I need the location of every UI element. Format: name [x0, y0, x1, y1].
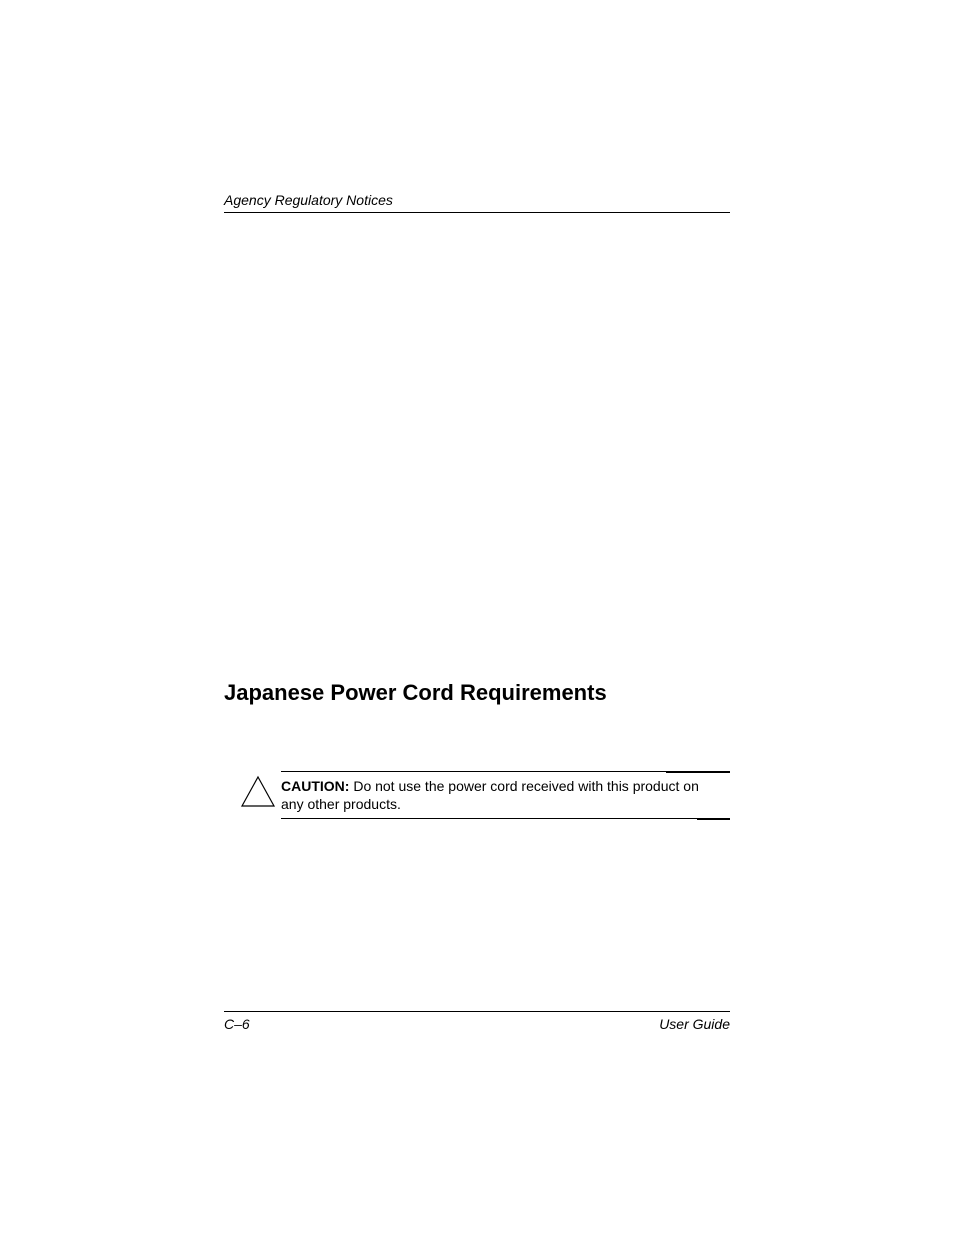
running-footer: [224, 1011, 730, 1034]
caution-label: CAUTION:: [281, 778, 350, 794]
caution-top-rule: [281, 771, 730, 772]
running-header: [224, 191, 730, 213]
page-number: C–6: [224, 1016, 250, 1032]
caution-body: Do not use the power cord received with this product on any other products.: [281, 778, 699, 812]
section-title: Japanese Power Cord Requirements: [224, 680, 607, 705]
caution-bottom-rule-accent: [697, 818, 730, 820]
running-header-title: Agency Regulatory Notices: [224, 192, 393, 208]
caution-triangle-icon: [240, 775, 276, 808]
caution-text: [281, 777, 721, 813]
caution-top-rule-accent: [666, 771, 730, 773]
footer-document-title: User Guide: [659, 1016, 730, 1032]
caution-bottom-rule: [281, 818, 730, 819]
